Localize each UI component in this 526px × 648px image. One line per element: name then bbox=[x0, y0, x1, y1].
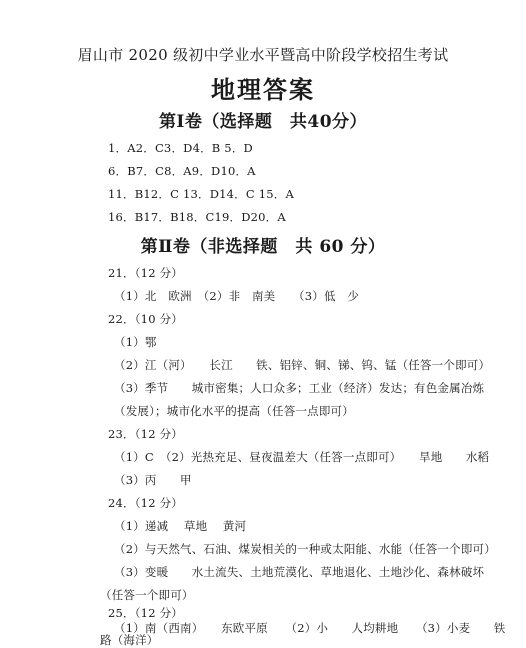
choice-answers-row-4: 16．B17．B18．C19．D20．A bbox=[108, 210, 286, 224]
exam-title: 眉山市 2020 级初中学业水平暨高中阶段学校招生考试 bbox=[77, 46, 449, 64]
section-1-title: 第Ⅰ卷（选择题 共40分） bbox=[158, 112, 368, 132]
q23-answer-1: （1）C （2）光热充足、昼夜温差大（任答一点即可） 旱地 水稻 bbox=[114, 450, 490, 464]
q22-label: 22．（10 分） bbox=[108, 312, 183, 326]
q25-answer-1: （1）南（西南） 东欧平原 （2）小 人均耕地 （3）小麦 铁 bbox=[114, 621, 506, 635]
q24-answer-3-cont: （任答一个即可） bbox=[100, 588, 194, 602]
q22-answer-2: （2）江（河） 长江 铁、铝锌、铜、锑、钨、锰（任答一个即可） bbox=[114, 358, 491, 372]
choice-answers-row-3: 11．B12．C 13．D14．C 15．A bbox=[108, 187, 294, 201]
q21-label: 21．（12 分） bbox=[108, 266, 183, 280]
q24-label: 24．（12 分） bbox=[108, 496, 183, 510]
q23-label: 23．（12 分） bbox=[108, 427, 183, 441]
q22-answer-1: （1）鄂 bbox=[114, 335, 157, 349]
choice-answers-row-2: 6．B7．C8．A9．D10．A bbox=[108, 164, 256, 178]
q25-label: 25．（12 分） bbox=[108, 606, 183, 620]
document-title: 地理答案 bbox=[211, 75, 315, 104]
q22-answer-3: （3）季节 城市密集；人口众多；工业（经济）发达；有色金属冶炼 bbox=[114, 381, 485, 395]
q24-answer-1: （1）递减 草地 黄河 bbox=[114, 519, 247, 533]
q21-answer-1: （1）北 欧洲 （2）非 南美 （3）低 少 bbox=[114, 289, 360, 303]
choice-answers-row-1: 1．A2．C3．D4．B 5．D bbox=[108, 141, 253, 155]
q23-answer-2: （3）丙 甲 bbox=[114, 473, 192, 487]
q25-answer-1-cont: 路（海洋） bbox=[100, 633, 159, 647]
q22-answer-3-cont: （发展）；城市化水平的提高（任答一点即可） bbox=[114, 404, 354, 418]
q24-answer-2: （2）与天然气、石油、煤炭相关的一种或太阳能、水能（任答一个即可） bbox=[114, 542, 496, 556]
section-2-title: 第Ⅱ卷（非选择题 共 60 分） bbox=[140, 237, 386, 257]
q24-answer-3: （3）变暖 水土流失、土地荒漠化、草地退化、土地沙化、森林破坏 bbox=[114, 565, 485, 579]
